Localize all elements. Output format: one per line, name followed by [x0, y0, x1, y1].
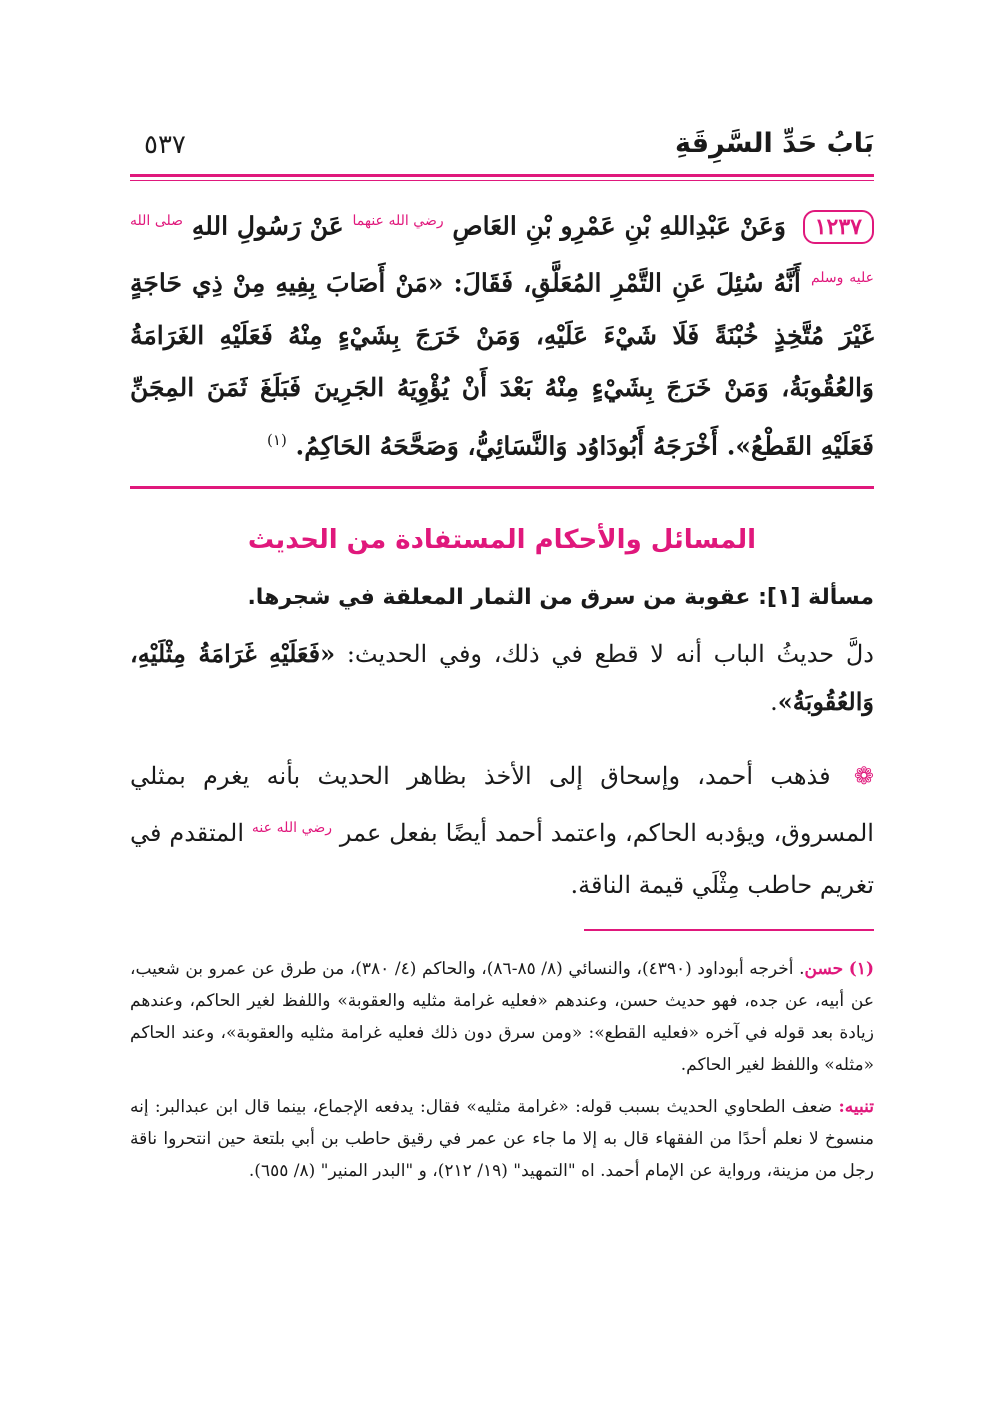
paragraph-text: .: [770, 687, 778, 716]
footnote-1: [130, 953, 874, 1081]
paragraph: [130, 750, 874, 911]
footnote-number: (١): [848, 958, 874, 979]
hadith-number-badge: ١٢٣٧: [803, 210, 874, 244]
hadith-text: [130, 195, 874, 472]
salutation-glyph: رضي الله عنه: [251, 819, 332, 836]
hadith-intro: وَعَنْ عَبْدِاللهِ بْنِ عَمْرِو بْنِ العَاصِ: [452, 211, 786, 241]
running-title: بَابُ حَدِّ السَّرِقَةِ: [675, 128, 874, 159]
footnote-divider: [584, 929, 874, 931]
salutation-glyph: رضي الله عنهما: [352, 213, 444, 229]
salutation-glyph: صلى الله عليه وسلم: [130, 213, 874, 287]
note-label: تنبيه:: [838, 1096, 874, 1117]
footnotes: [130, 953, 874, 1187]
hadith-body: أَنَّهُ سُئِلَ عَنِ التَّمْرِ المُعَلَّقِ، فَقَالَ: «مَنْ أَصَابَ بِفِيهِ مِنْ ذِي حَاجَةٍ غَيْرَ مُتَّخِذٍ خُبْنَةً فَلَا شَيْءَ عَلَيْهِ، وَمَنْ خَرَجَ بِشَيْءٍ مِنْهُ فَعَلَيْهِ الغَرَامَةُ وَالعُقُوبَةُ، وَمَنْ خَرَجَ بِشَيْءٍ مِنْهُ بَعْدَ أَنْ يُؤْوِيَهُ الجَرِينَ فَبَلَغَ ثَمَنَ المِجَنِّ فَعَلَيْهِ القَطْعُ». أَخْرَجَهُ أَبُودَاوُد وَالنَّسَائِيُّ، وَصَحَّحَهُ الحَاكِمُ.: [130, 268, 874, 460]
footnote-note: [130, 1091, 874, 1187]
footnote-reference[interactable]: (١): [267, 430, 287, 449]
paragraph-text: فذهب أحمد، وإسحاق إلى الأخذ بظاهر الحديث بأنه يغرم بمثلي المسروق، ويؤدبه الحاكم، واعتمد أحمد أيضًا بفعل عمر: [130, 761, 874, 847]
hadith-divider: [130, 486, 874, 489]
paragraph-text: دلَّ حديثُ الباب أنه لا قطع في ذلك، وفي الحديث:: [335, 639, 874, 668]
footnote-grade: حسن: [804, 958, 844, 979]
issue-title: مسألة [١]: عقوبة من سرق من الثمار المعلقة في شجرها.: [247, 584, 874, 610]
page-number: ٥٣٧: [144, 130, 186, 160]
section-heading: المسائل والأحكام المستفادة من الحديث: [247, 524, 757, 555]
quoted-text: «فَعَلَيْهِ غَرَامَةُ مِثْلَيْهِ، وَالعُقُوبَةُ»: [130, 638, 874, 716]
page: [130, 120, 874, 1187]
footnote-text: . أخرجه أبوداود (٤٣٩٠)، والنسائي (٨/ ٨٥-٨٦)، والحاكم (٤/ ٣٨٠)، من طرق عن عمرو بن شعيب، عن أبيه، عن جده، فهو حديث حسن، وعندهم «فعليه غرامة مثليه والعقوبة» واللفظ لغير الحاكم، وعندهم زيادة بعد قوله في آخره «فعليه القطع»: «ومن سرق دون ذلك فعليه غرامة مثليه والعقوبة»، وعند الحاكم «مثله» واللفظ لغير الحاكم.: [130, 958, 874, 1075]
header-divider: [130, 174, 874, 181]
paragraph: [130, 630, 874, 726]
paragraph-text: المتقدم في تغريم حاطب مِثْلَي قيمة الناقة.: [130, 818, 874, 899]
flower-bullet-icon: ❁: [853, 761, 874, 790]
hadith-mid: عَنْ رَسُولِ اللهِ: [191, 211, 344, 241]
note-text: ضعف الطحاوي الحديث بسبب قوله: «غرامة مثليه» فقال: يدفعه الإجماع، بينما قال ابن عبدالبر: إنه منسوخ لا نعلم أحدًا من الفقهاء قال به إلا ما جاء عن عمر في رقيق حاطب بن أبي بلتعة حين انتحروا ناقة رجل من مزينة، ورواية عن الإمام أحمد. اه "التمهيد" (١٩/ ٢١٢)، و "البدر المنير" (٨/ ٦٥٥).: [130, 1096, 874, 1181]
page-header: [130, 120, 874, 172]
